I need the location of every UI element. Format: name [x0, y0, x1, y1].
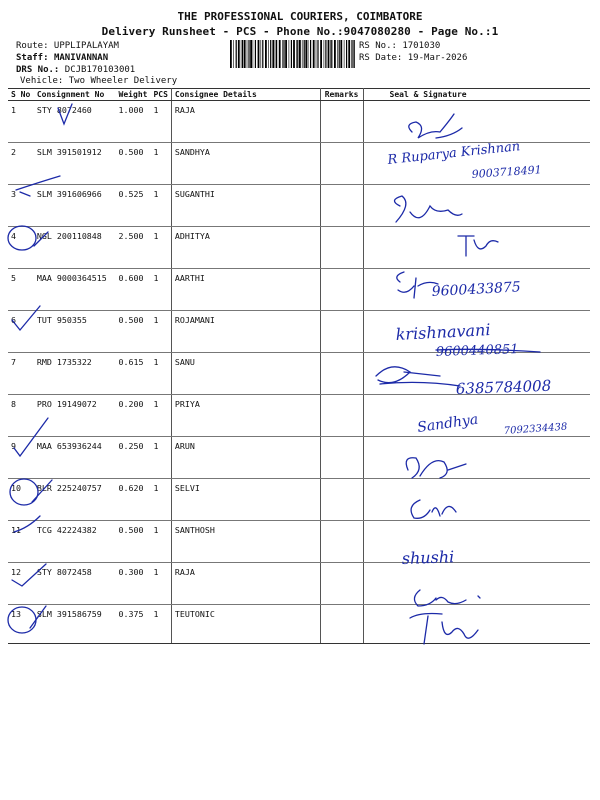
barcode-bar	[299, 40, 301, 68]
row-weight: 0.500	[116, 143, 151, 185]
row-consignee: ADHITYA	[171, 227, 320, 269]
handwritten-phone-8: 7092334438	[503, 421, 568, 437]
barcode-bar	[244, 40, 246, 68]
handwritten-name-2: R Ruparya Krishnan	[386, 139, 521, 168]
row-consignee: SANDHYA	[171, 143, 320, 185]
header-sno: S No	[8, 89, 34, 101]
row-signature	[363, 437, 590, 479]
barcode	[230, 40, 355, 68]
row-sno: 9	[8, 437, 34, 479]
row-consignee: SUGANTHI	[171, 185, 320, 227]
row-weight: 0.250	[116, 437, 151, 479]
barcode-bar	[334, 40, 336, 68]
row-remarks	[320, 437, 363, 479]
row-consignment-no: RMD 1735322	[34, 353, 116, 395]
row-remarks	[320, 395, 363, 437]
row-pcs: 1	[150, 353, 171, 395]
barcode-bar	[296, 40, 297, 68]
barcode-bar	[233, 40, 234, 68]
barcode-bar	[316, 40, 317, 68]
header-signature: Seal & Signature	[363, 89, 590, 101]
row-signature	[363, 479, 590, 521]
row-sno: 13	[8, 605, 34, 644]
row-sno: 2	[8, 143, 34, 185]
row-weight: 0.615	[116, 353, 151, 395]
header-pcs: PCS	[150, 89, 171, 101]
row-sno: 1	[8, 101, 34, 143]
table-row	[8, 311, 590, 353]
row-remarks	[320, 353, 363, 395]
barcode-bar	[253, 40, 254, 68]
barcode-bar	[339, 40, 340, 68]
row-sno: 12	[8, 563, 34, 605]
barcode-bar	[285, 40, 287, 68]
row-consignee: AARTHI	[171, 269, 320, 311]
row-remarks	[320, 101, 363, 143]
barcode-bar	[268, 40, 269, 68]
row-consignment-no: SLM 391606966	[34, 185, 116, 227]
barcode-bar	[258, 40, 260, 68]
row-sno: 6	[8, 311, 34, 353]
barcode-bar	[308, 40, 309, 68]
row-sno: 3	[8, 185, 34, 227]
handwritten-name-11: shushi	[401, 547, 455, 568]
row-pcs: 1	[150, 437, 171, 479]
row-remarks	[320, 227, 363, 269]
barcode-bar	[241, 40, 242, 68]
route-label: Route: UPPLIPALAYAM	[16, 41, 119, 51]
table-header-row	[8, 89, 590, 101]
barcode-bar	[310, 40, 311, 68]
row-pcs: 1	[150, 521, 171, 563]
row-consignment-no: BLR 225240757	[34, 479, 116, 521]
barcode-bar	[242, 40, 243, 68]
row-signature	[363, 563, 590, 605]
vehicle-label: Vehicle: Two Wheeler Delivery	[20, 76, 178, 86]
barcode-bar	[304, 40, 305, 68]
table-row	[8, 185, 590, 227]
row-remarks	[320, 185, 363, 227]
row-signature	[363, 521, 590, 563]
barcode-bar	[317, 40, 318, 68]
row-consignment-no: MAA 653936244	[34, 437, 116, 479]
table-row	[8, 479, 590, 521]
barcode-bar	[261, 40, 262, 68]
barcode-bar	[337, 40, 338, 68]
table-row	[8, 563, 590, 605]
barcode-bar	[272, 40, 274, 68]
row-weight: 0.620	[116, 479, 151, 521]
row-consignment-no: MAA 9000364515	[34, 269, 116, 311]
barcode-bar	[324, 40, 325, 68]
row-weight: 0.525	[116, 185, 151, 227]
row-pcs: 1	[150, 143, 171, 185]
row-consignee: ARUN	[171, 437, 320, 479]
barcode-bar	[320, 40, 322, 68]
barcode-bar	[275, 40, 276, 68]
row-consignee: SANTHOSH	[171, 521, 320, 563]
row-weight: 0.200	[116, 395, 151, 437]
row-pcs: 1	[150, 185, 171, 227]
table-row	[8, 605, 590, 644]
row-consignee: SANU	[171, 353, 320, 395]
header-consignee: Consignee Details	[171, 89, 320, 101]
barcode-bar	[313, 40, 315, 68]
row-consignee: ROJAMANI	[171, 311, 320, 353]
row-consignment-no: SLM 391501912	[34, 143, 116, 185]
row-consignment-no: STY 8072458	[34, 563, 116, 605]
row-sno: 11	[8, 521, 34, 563]
barcode-bar	[297, 40, 298, 68]
barcode-bar	[348, 40, 350, 68]
header-weight: Weight	[116, 89, 151, 101]
handwritten-phone-5: 9600433875	[431, 279, 522, 300]
row-weight: 0.300	[116, 563, 151, 605]
row-sno: 4	[8, 227, 34, 269]
row-remarks	[320, 521, 363, 563]
row-signature	[363, 185, 590, 227]
table-row	[8, 353, 590, 395]
row-signature	[363, 143, 590, 185]
handwritten-phone-6: 9600440851	[435, 342, 519, 360]
handwritten-phone-2: 9003718491	[471, 163, 543, 181]
handwritten-name-6: krishnavani	[395, 320, 491, 344]
row-weight: 1.000	[116, 101, 151, 143]
barcode-bar	[262, 40, 263, 68]
table-row	[8, 269, 590, 311]
barcode-bar	[247, 40, 248, 68]
row-remarks	[320, 269, 363, 311]
row-signature	[363, 353, 590, 395]
header-remarks: Remarks	[320, 89, 363, 101]
row-pcs: 1	[150, 269, 171, 311]
table-row	[8, 101, 590, 143]
barcode-bar	[283, 40, 284, 68]
barcode-bar	[346, 40, 347, 68]
table-row	[8, 143, 590, 185]
barcode-bar	[354, 40, 355, 68]
row-weight: 2.500	[116, 227, 151, 269]
row-weight: 0.600	[116, 269, 151, 311]
row-consignment-no: STY 8072460	[34, 101, 116, 143]
table-row	[8, 395, 590, 437]
row-consignment-no: PRO 19149072	[34, 395, 116, 437]
row-remarks	[320, 143, 363, 185]
row-pcs: 1	[150, 311, 171, 353]
handwritten-name-8: Sandhya	[416, 411, 480, 436]
barcode-bar	[331, 40, 332, 68]
barcode-bar	[330, 40, 331, 68]
drs-line	[16, 65, 135, 75]
row-weight: 0.500	[116, 311, 151, 353]
barcode-bar	[248, 40, 249, 68]
barcode-bar	[236, 40, 237, 68]
barcode-bar	[352, 40, 353, 68]
staff-name: MANIVANNAN	[53, 53, 109, 63]
row-signature	[363, 227, 590, 269]
drs-number: DCJB170103001	[64, 65, 136, 75]
barcode-bar	[302, 40, 303, 68]
row-remarks	[320, 605, 363, 644]
barcode-bar	[289, 40, 290, 68]
row-sno: 10	[8, 479, 34, 521]
drs-label: DRS No.:	[16, 65, 60, 75]
row-consignment-no: NGL 200110848	[34, 227, 116, 269]
row-pcs: 1	[150, 395, 171, 437]
barcode-bar	[344, 40, 345, 68]
barcode-bar	[325, 40, 326, 68]
barcode-bar	[328, 40, 330, 68]
row-pcs: 1	[150, 227, 171, 269]
handwritten-phone-7: 6385784008	[455, 376, 552, 398]
barcode-bar	[230, 40, 232, 68]
row-consignee: TEUTONIC	[171, 605, 320, 644]
header-consignment: Consignment No	[34, 89, 116, 101]
row-consignee: RAJA	[171, 101, 320, 143]
row-remarks	[320, 479, 363, 521]
table-row	[8, 437, 590, 479]
row-consignment-no: TUT 950355	[34, 311, 116, 353]
barcode-bar	[340, 40, 342, 68]
row-signature	[363, 269, 590, 311]
barcode-bar	[351, 40, 352, 68]
company-title: THE PROFESSIONAL COURIERS, COIMBATORE	[177, 10, 423, 23]
barcode-bar	[238, 40, 240, 68]
barcode-bar	[270, 40, 271, 68]
barcode-bar	[291, 40, 292, 68]
row-sno: 8	[8, 395, 34, 437]
row-pcs: 1	[150, 479, 171, 521]
row-signature	[363, 101, 590, 143]
barcode-bar	[282, 40, 283, 68]
row-consignee: RAJA	[171, 563, 320, 605]
rs-date: RS Date: 19-Mar-2026	[359, 53, 468, 63]
barcode-bar	[265, 40, 267, 68]
row-pcs: 1	[150, 563, 171, 605]
row-consignment-no: SLM 391586759	[34, 605, 116, 644]
row-consignee: SELVI	[171, 479, 320, 521]
row-sno: 5	[8, 269, 34, 311]
row-signature	[363, 395, 590, 437]
barcode-bar	[293, 40, 295, 68]
barcode-bar	[305, 40, 307, 68]
row-pcs: 1	[150, 605, 171, 644]
row-consignee: PRIYA	[171, 395, 320, 437]
row-consignment-no: TCG 42224382	[34, 521, 116, 563]
row-weight: 0.375	[116, 605, 151, 644]
row-remarks	[320, 311, 363, 353]
barcode-bar	[279, 40, 281, 68]
row-signature	[363, 605, 590, 644]
staff-label: Staff:	[16, 53, 49, 63]
runsheet-table	[8, 88, 590, 644]
row-signature	[363, 311, 590, 353]
rs-number: RS No.: 1701030	[359, 41, 441, 51]
barcode-bar	[276, 40, 277, 68]
row-sno: 7	[8, 353, 34, 395]
barcode-bar	[255, 40, 256, 68]
table-row	[8, 521, 590, 563]
staff-line	[16, 53, 108, 63]
row-pcs: 1	[150, 101, 171, 143]
row-remarks	[320, 563, 363, 605]
barcode-bar	[250, 40, 252, 68]
runsheet-subtitle: Delivery Runsheet - PCS - Phone No.:9047080280 - Page No.:1	[101, 25, 499, 38]
row-weight: 0.500	[116, 521, 151, 563]
table-row	[8, 227, 590, 269]
